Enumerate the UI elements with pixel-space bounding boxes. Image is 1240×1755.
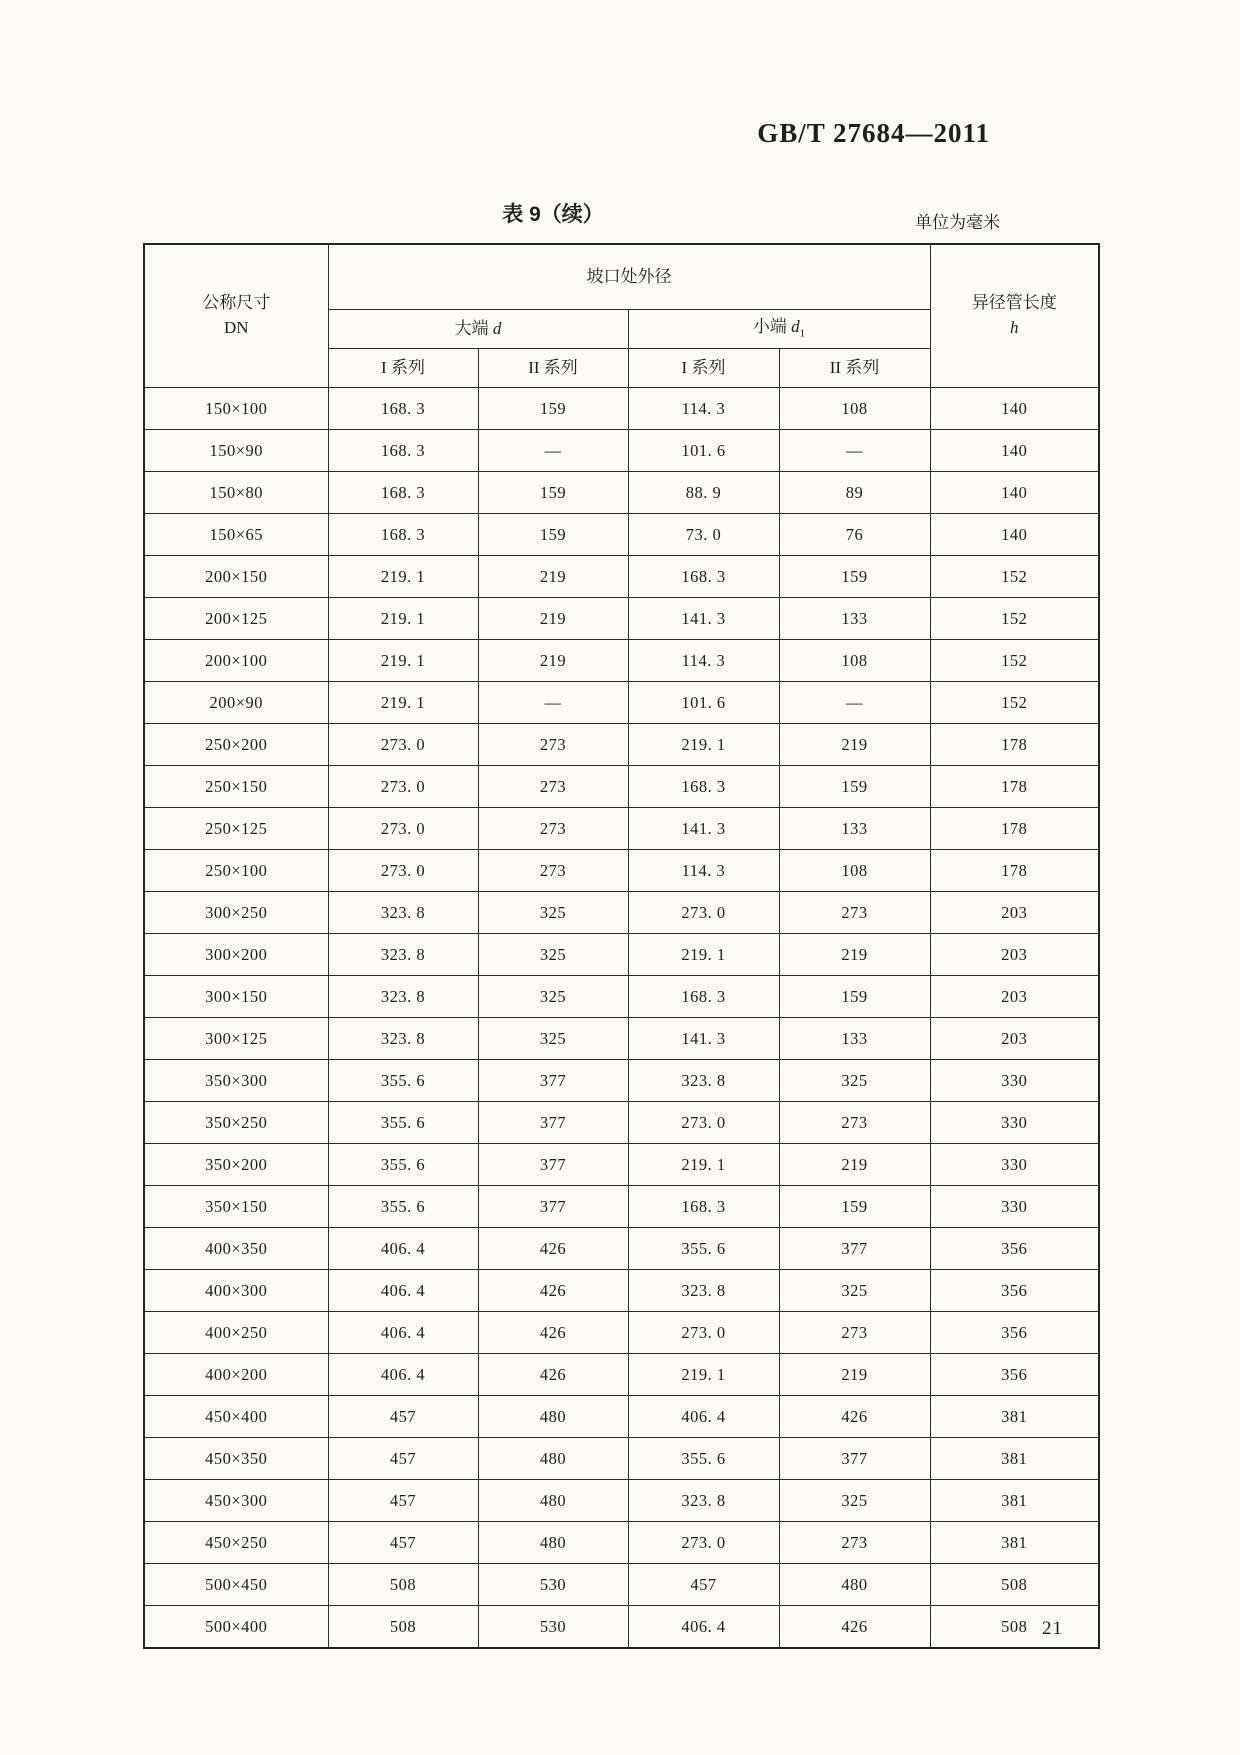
diameter-cell: 325: [478, 1018, 628, 1060]
diameter-cell: 426: [779, 1396, 930, 1438]
length-cell: 203: [930, 1018, 1099, 1060]
diameter-cell: 108: [779, 640, 930, 682]
diameter-cell: 325: [779, 1270, 930, 1312]
diameter-cell: —: [779, 682, 930, 724]
table-row: [144, 388, 1099, 430]
length-cell: 140: [930, 472, 1099, 514]
diameter-cell: 101. 6: [628, 682, 779, 724]
diameter-cell: 219: [779, 1144, 930, 1186]
diameter-cell: 323. 8: [628, 1270, 779, 1312]
diameter-cell: 426: [478, 1270, 628, 1312]
table-row: [144, 1396, 1099, 1438]
diameter-cell: 133: [779, 808, 930, 850]
dn-cell: 450×300: [144, 1480, 328, 1522]
diameter-cell: 273. 0: [628, 1522, 779, 1564]
dn-cell: 400×350: [144, 1228, 328, 1270]
table-row: [144, 1312, 1099, 1354]
diameter-cell: 159: [779, 1186, 930, 1228]
diameter-cell: 168. 3: [628, 766, 779, 808]
dn-cell: 400×200: [144, 1354, 328, 1396]
diameter-cell: 108: [779, 388, 930, 430]
length-cell: 381: [930, 1522, 1099, 1564]
length-cell: 330: [930, 1102, 1099, 1144]
diameter-cell: 273: [779, 1522, 930, 1564]
diameter-cell: 219: [478, 598, 628, 640]
diameter-cell: 377: [779, 1228, 930, 1270]
dn-cell: 150×90: [144, 430, 328, 472]
diameter-cell: 508: [328, 1564, 478, 1606]
dn-cell: 200×100: [144, 640, 328, 682]
diameter-cell: 273: [779, 1102, 930, 1144]
table-row: [144, 766, 1099, 808]
diameter-cell: —: [478, 430, 628, 472]
diameter-cell: 76: [779, 514, 930, 556]
diameter-cell: 530: [478, 1606, 628, 1649]
diameter-cell: 355. 6: [328, 1144, 478, 1186]
dn-cell: 300×125: [144, 1018, 328, 1060]
diameter-cell: 219: [779, 724, 930, 766]
diameter-cell: 89: [779, 472, 930, 514]
length-cell: 152: [930, 598, 1099, 640]
table-row: [144, 1354, 1099, 1396]
diameter-cell: 219. 1: [328, 640, 478, 682]
diameter-cell: 323. 8: [628, 1480, 779, 1522]
table-row: [144, 1564, 1099, 1606]
diameter-cell: 323. 8: [328, 1018, 478, 1060]
diameter-cell: 273: [478, 766, 628, 808]
table-row: [144, 556, 1099, 598]
length-cell: 178: [930, 808, 1099, 850]
table-row: [144, 1102, 1099, 1144]
diameter-cell: 273: [478, 808, 628, 850]
diameter-cell: 108: [779, 850, 930, 892]
diameter-cell: 168. 3: [628, 556, 779, 598]
length-cell: 381: [930, 1396, 1099, 1438]
header-small-end: [628, 310, 930, 349]
diameter-cell: 355. 6: [328, 1102, 478, 1144]
table-row: [144, 1186, 1099, 1228]
length-cell: 381: [930, 1438, 1099, 1480]
diameter-cell: 480: [478, 1396, 628, 1438]
diameter-cell: —: [478, 682, 628, 724]
diameter-cell: 159: [478, 472, 628, 514]
dn-cell: 350×250: [144, 1102, 328, 1144]
dn-cell: 200×125: [144, 598, 328, 640]
diameter-cell: 73. 0: [628, 514, 779, 556]
header-big-end-symbol: d: [492, 318, 502, 338]
diameter-cell: 141. 3: [628, 808, 779, 850]
dn-cell: 350×300: [144, 1060, 328, 1102]
table-header: [144, 244, 1099, 388]
diameter-cell: 323. 8: [328, 934, 478, 976]
diameter-cell: 480: [779, 1564, 930, 1606]
diameter-cell: 457: [328, 1522, 478, 1564]
diameter-cell: 325: [779, 1060, 930, 1102]
diameter-cell: 133: [779, 1018, 930, 1060]
dn-cell: 150×65: [144, 514, 328, 556]
diameter-cell: 377: [478, 1102, 628, 1144]
diameter-cell: 355. 6: [328, 1186, 478, 1228]
length-cell: 356: [930, 1228, 1099, 1270]
diameter-cell: 219. 1: [328, 556, 478, 598]
diameter-cell: 219: [779, 1354, 930, 1396]
diameter-cell: 325: [478, 976, 628, 1018]
table-row: [144, 682, 1099, 724]
length-cell: 152: [930, 556, 1099, 598]
length-cell: 152: [930, 682, 1099, 724]
diameter-cell: 273: [478, 724, 628, 766]
diameter-cell: 406. 4: [328, 1228, 478, 1270]
diameter-cell: 114. 3: [628, 388, 779, 430]
diameter-cell: 219: [779, 934, 930, 976]
table-row: [144, 1438, 1099, 1480]
dn-cell: 300×150: [144, 976, 328, 1018]
table-row: [144, 598, 1099, 640]
diameter-cell: 508: [328, 1606, 478, 1649]
dn-cell: 200×150: [144, 556, 328, 598]
diameter-cell: 159: [779, 976, 930, 1018]
diameter-cell: 426: [478, 1228, 628, 1270]
header-small-end-symbol: d: [791, 317, 800, 337]
diameter-cell: 530: [478, 1564, 628, 1606]
diameter-cell: —: [779, 430, 930, 472]
diameter-cell: 273. 0: [628, 1102, 779, 1144]
header-small-end-label: 小端: [752, 317, 787, 337]
diameter-cell: 426: [478, 1354, 628, 1396]
dn-cell: 400×300: [144, 1270, 328, 1312]
diameter-cell: 168. 3: [328, 430, 478, 472]
diameter-cell: 219: [478, 556, 628, 598]
table-row: [144, 724, 1099, 766]
diameter-cell: 355. 6: [628, 1228, 779, 1270]
length-cell: 140: [930, 388, 1099, 430]
diameter-cell: 114. 3: [628, 850, 779, 892]
dn-cell: 350×150: [144, 1186, 328, 1228]
length-cell: 508: [930, 1606, 1099, 1649]
diameter-cell: 406. 4: [628, 1606, 779, 1649]
table-body: [144, 388, 1099, 1649]
diameter-cell: 219. 1: [628, 1354, 779, 1396]
diameter-cell: 457: [628, 1564, 779, 1606]
length-cell: 330: [930, 1144, 1099, 1186]
length-cell: 330: [930, 1060, 1099, 1102]
header-small-end-series-ii: II 系列: [779, 349, 930, 388]
table-row: [144, 892, 1099, 934]
diameter-cell: 159: [478, 388, 628, 430]
diameter-cell: 406. 4: [628, 1396, 779, 1438]
length-cell: 508: [930, 1564, 1099, 1606]
header-small-end-subscript: 1: [799, 327, 806, 340]
diameter-cell: 480: [478, 1438, 628, 1480]
header-big-end: [328, 310, 628, 349]
length-cell: 152: [930, 640, 1099, 682]
length-cell: 356: [930, 1270, 1099, 1312]
header-nominal-size-label: 公称尺寸: [202, 293, 271, 313]
diameter-cell: 377: [779, 1438, 930, 1480]
header-nominal-size-symbol: DN: [223, 318, 249, 337]
diameter-cell: 457: [328, 1396, 478, 1438]
diameter-cell: 159: [779, 556, 930, 598]
dn-cell: 450×250: [144, 1522, 328, 1564]
dn-cell: 250×200: [144, 724, 328, 766]
diameter-cell: 406. 4: [328, 1354, 478, 1396]
diameter-cell: 325: [478, 892, 628, 934]
header-big-end-series-i: I 系列: [328, 349, 478, 388]
length-cell: 140: [930, 514, 1099, 556]
header-reducer-length-symbol: h: [1010, 318, 1019, 337]
diameter-cell: 141. 3: [628, 598, 779, 640]
diameter-cell: 273: [779, 892, 930, 934]
diameter-cell: 325: [478, 934, 628, 976]
diameter-cell: 159: [779, 766, 930, 808]
diameter-cell: 273. 0: [628, 892, 779, 934]
diameter-cell: 159: [478, 514, 628, 556]
diameter-cell: 480: [478, 1522, 628, 1564]
diameter-cell: 323. 8: [628, 1060, 779, 1102]
header-small-end-series-i: I 系列: [628, 349, 779, 388]
dn-cell: 150×80: [144, 472, 328, 514]
dn-cell: 450×350: [144, 1438, 328, 1480]
diameter-cell: 88. 9: [628, 472, 779, 514]
diameter-cell: 273. 0: [328, 850, 478, 892]
length-cell: 356: [930, 1312, 1099, 1354]
unit-note: 单位为毫米: [915, 213, 1000, 232]
diameter-cell: 457: [328, 1438, 478, 1480]
dn-cell: 450×400: [144, 1396, 328, 1438]
table-row: [144, 1480, 1099, 1522]
table-row: [144, 1522, 1099, 1564]
dn-cell: 250×125: [144, 808, 328, 850]
diameter-cell: 141. 3: [628, 1018, 779, 1060]
table-row: [144, 934, 1099, 976]
length-cell: 178: [930, 850, 1099, 892]
diameter-cell: 168. 3: [328, 388, 478, 430]
diameter-cell: 325: [779, 1480, 930, 1522]
length-cell: 203: [930, 976, 1099, 1018]
dn-cell: 150×100: [144, 388, 328, 430]
diameter-cell: 219. 1: [628, 1144, 779, 1186]
dn-cell: 250×100: [144, 850, 328, 892]
length-cell: 356: [930, 1354, 1099, 1396]
diameter-cell: 406. 4: [328, 1312, 478, 1354]
diameter-cell: 377: [478, 1186, 628, 1228]
header-reducer-length-label: 异径管长度: [971, 293, 1057, 313]
standard-number: GB/T 27684—2011: [757, 118, 990, 148]
length-cell: 178: [930, 724, 1099, 766]
diameter-cell: 273. 0: [628, 1312, 779, 1354]
diameter-cell: 168. 3: [628, 976, 779, 1018]
diameter-cell: 426: [779, 1606, 930, 1649]
diameter-cell: 101. 6: [628, 430, 779, 472]
diameter-cell: 219: [478, 640, 628, 682]
diameter-cell: 168. 3: [328, 514, 478, 556]
dn-cell: 500×450: [144, 1564, 328, 1606]
diameter-cell: 377: [478, 1060, 628, 1102]
diameter-cell: 273. 0: [328, 808, 478, 850]
diameter-cell: 168. 3: [628, 1186, 779, 1228]
length-cell: 381: [930, 1480, 1099, 1522]
table-row: [144, 976, 1099, 1018]
table-row: [144, 430, 1099, 472]
diameter-cell: 323. 8: [328, 976, 478, 1018]
dn-cell: 400×250: [144, 1312, 328, 1354]
table-row: [144, 1018, 1099, 1060]
table-title: 表 9（续）: [502, 203, 604, 226]
table-row: [144, 640, 1099, 682]
length-cell: 330: [930, 1186, 1099, 1228]
table-row: [144, 1228, 1099, 1270]
diameter-cell: 355. 6: [328, 1060, 478, 1102]
diameter-cell: 219. 1: [628, 934, 779, 976]
diameter-cell: 114. 3: [628, 640, 779, 682]
diameter-cell: 426: [478, 1312, 628, 1354]
diameter-cell: 133: [779, 598, 930, 640]
diameter-cell: 273. 0: [328, 766, 478, 808]
diameter-cell: 219. 1: [628, 724, 779, 766]
header-big-end-series-ii: II 系列: [478, 349, 628, 388]
diameter-cell: 273: [779, 1312, 930, 1354]
length-cell: 178: [930, 766, 1099, 808]
table-row: [144, 1144, 1099, 1186]
diameter-cell: 273: [478, 850, 628, 892]
table-row: [144, 1606, 1099, 1649]
header-outer-diameter-group: 坡口处外径: [328, 244, 930, 310]
page-number: 21: [1042, 1618, 1063, 1639]
dn-cell: 300×200: [144, 934, 328, 976]
diameter-cell: 168. 3: [328, 472, 478, 514]
table-row: [144, 808, 1099, 850]
reducer-dimensions-table: [143, 243, 1100, 1649]
table-row: [144, 1270, 1099, 1312]
header-reducer-length: [930, 244, 1099, 388]
table-row: [144, 514, 1099, 556]
diameter-cell: 219. 1: [328, 598, 478, 640]
diameter-cell: 355. 6: [628, 1438, 779, 1480]
diameter-cell: 323. 8: [328, 892, 478, 934]
header-big-end-label: 大端: [454, 318, 489, 338]
length-cell: 140: [930, 430, 1099, 472]
length-cell: 203: [930, 934, 1099, 976]
table-row: [144, 850, 1099, 892]
diameter-cell: 377: [478, 1144, 628, 1186]
diameter-cell: 273. 0: [328, 724, 478, 766]
diameter-cell: 219. 1: [328, 682, 478, 724]
dn-cell: 250×150: [144, 766, 328, 808]
table-row: [144, 472, 1099, 514]
dn-cell: 500×400: [144, 1606, 328, 1649]
dn-cell: 350×200: [144, 1144, 328, 1186]
diameter-cell: 406. 4: [328, 1270, 478, 1312]
diameter-cell: 480: [478, 1480, 628, 1522]
length-cell: 203: [930, 892, 1099, 934]
header-nominal-size: [144, 244, 328, 388]
diameter-cell: 457: [328, 1480, 478, 1522]
table-row: [144, 1060, 1099, 1102]
dn-cell: 200×90: [144, 682, 328, 724]
dn-cell: 300×250: [144, 892, 328, 934]
